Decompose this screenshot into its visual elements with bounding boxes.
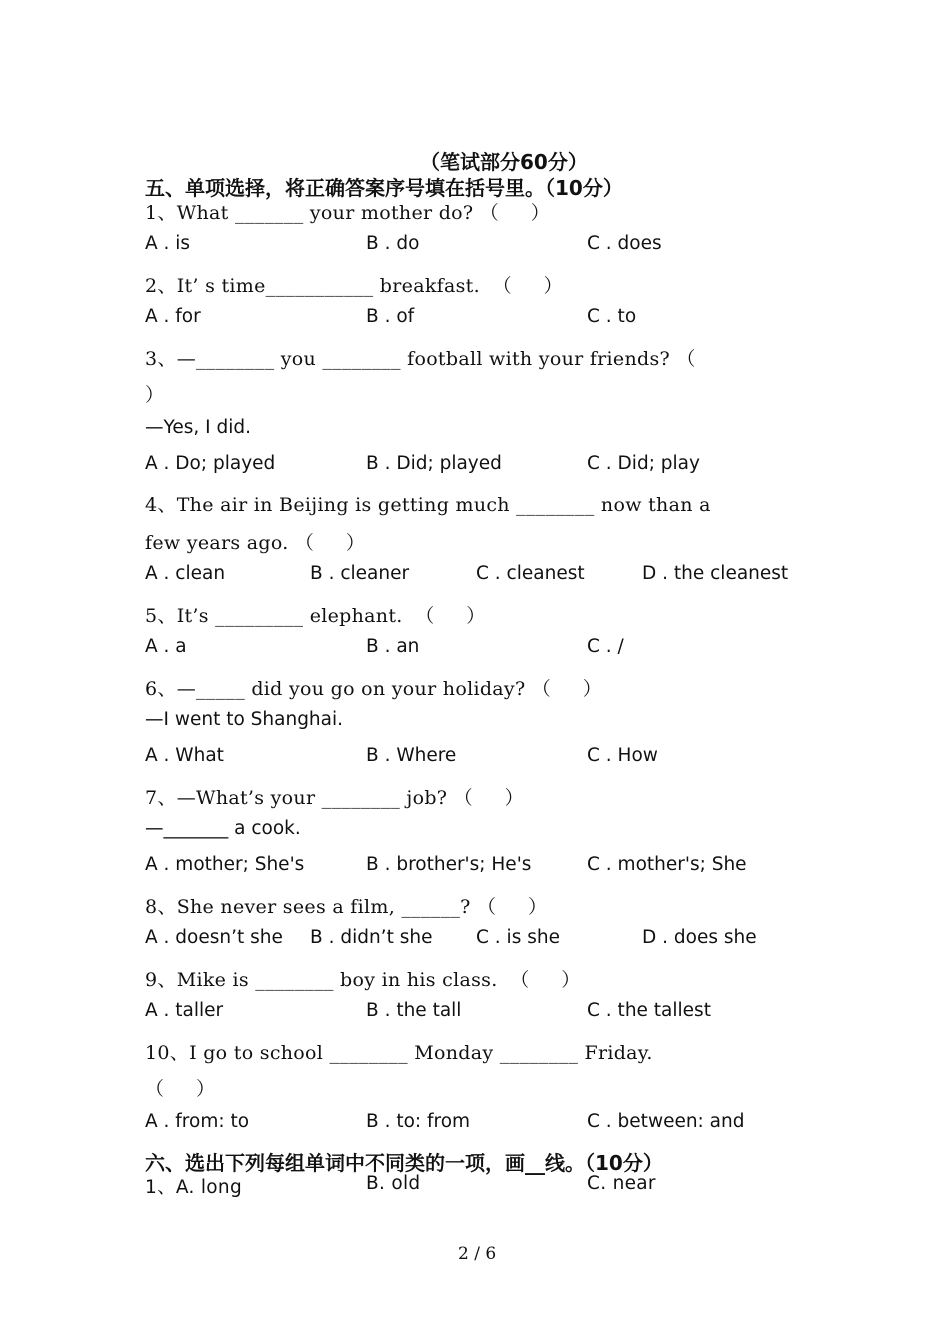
question-9: 9、Mike is ________ boy in his class. （ ） <box>145 969 581 991</box>
question-3: 3、—________ you ________ football with your friends? （ <box>145 348 696 370</box>
question-7: 7、—What’s your ________ job? （ ） <box>145 787 524 809</box>
q9-option-c: C . the tallest <box>587 1000 711 1021</box>
q4-option-b: B . cleaner <box>310 563 410 584</box>
question-7-reply: —_______ a cook. <box>145 818 301 839</box>
question-6-reply: —I went to Shanghai. <box>145 709 344 730</box>
section5-heading: 五、单项选择，将正确答案序号填在括号里。（10分） <box>145 176 623 200</box>
q4-option-a: A . clean <box>145 563 226 584</box>
question-1: 1、What _______ your mother do? （ ） <box>145 202 551 224</box>
q1-option-c: C . does <box>587 233 662 254</box>
q8-option-d: D . does she <box>642 927 757 948</box>
q2-option-b: B . of <box>366 306 415 327</box>
q9-option-b: B . the tall <box>366 1000 462 1021</box>
q3-option-c: C . Did; play <box>587 453 700 474</box>
q6-option-b: B . Where <box>366 745 457 766</box>
question-3-reply: —Yes, I did. <box>145 417 251 438</box>
question-10-cont: （ ） <box>145 1078 216 1100</box>
q8-option-b: B . didn’t she <box>310 927 433 948</box>
question-4-cont: few years ago. （ ） <box>145 532 366 554</box>
q7-option-b: B . brother's; He's <box>366 854 532 875</box>
q2-option-c: C . to <box>587 306 637 327</box>
q2-option-a: A . for <box>145 306 201 327</box>
q3-option-b: B . Did; played <box>366 453 502 474</box>
q5-option-c: C . / <box>587 636 624 657</box>
q5-option-b: B . an <box>366 636 420 657</box>
question-4: 4、The air in Beijing is getting much ________ now than a <box>145 494 711 516</box>
s6-q1-option-c: C. near <box>587 1173 656 1194</box>
page-number: 2 / 6 <box>458 1244 497 1264</box>
q10-option-b: B . to: from <box>366 1111 471 1132</box>
s6-q1-option-b: B. old <box>366 1173 421 1194</box>
q6-option-a: A . What <box>145 745 224 766</box>
question-6: 6、—_____ did you go on your holiday? （ ） <box>145 678 603 700</box>
question-3-cont: ） <box>145 384 165 406</box>
q9-option-a: A . taller <box>145 1000 224 1021</box>
q3-option-a: A . Do; played <box>145 453 276 474</box>
q5-option-a: A . a <box>145 636 187 657</box>
section6-heading: 六、选出下列每组单词中不同类的一项，画__线。（10分） <box>145 1151 663 1175</box>
q10-option-c: C . between: and <box>587 1111 745 1132</box>
question-10: 10、I go to school ________ Monday ________ Friday. <box>145 1042 653 1064</box>
page-title: （笔试部分60分） <box>420 150 588 174</box>
q7-option-a: A . mother; She's <box>145 854 305 875</box>
q10-option-a: A . from: to <box>145 1111 250 1132</box>
q8-option-c: C . is she <box>476 927 560 948</box>
q8-option-a: A . doesn’t she <box>145 927 283 948</box>
question-5: 5、It’s _________ elephant. （ ） <box>145 605 486 627</box>
question-2: 2、It’ s time___________ breakfast. （ ） <box>145 275 563 297</box>
s6-q1-option-a: 1、A. long <box>145 1177 242 1198</box>
q7-option-c: C . mother's; She <box>587 854 747 875</box>
q6-option-c: C . How <box>587 745 658 766</box>
q4-option-c: C . cleanest <box>476 563 585 584</box>
q1-option-a: A . is <box>145 233 191 254</box>
q1-option-b: B . do <box>366 233 420 254</box>
q4-option-d: D . the cleanest <box>642 563 789 584</box>
question-8: 8、She never sees a film, ______? （ ） <box>145 896 548 918</box>
